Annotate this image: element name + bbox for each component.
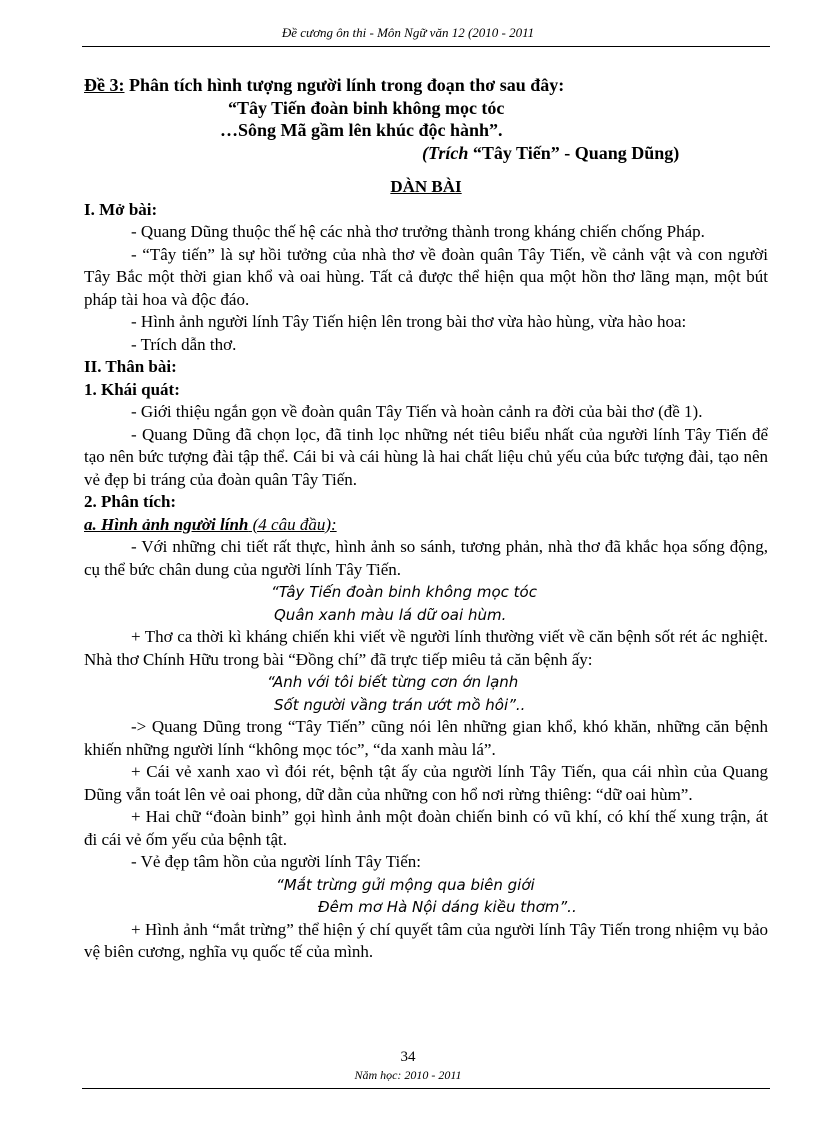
exam-quote-line-1: “Tây Tiến đoàn binh không mọc tóc xyxy=(228,97,505,118)
overview-paragraph-1: - Giới thiệu ngắn gọn về đoàn quân Tây Tiến và hoàn cảnh ra đời của bài thơ (đề 1). xyxy=(131,402,703,421)
exam-source xyxy=(84,142,768,165)
source-title: “Tây Tiến” xyxy=(472,142,560,163)
document-body xyxy=(84,74,768,964)
intro-heading: I. Mở bài: xyxy=(84,199,158,219)
analysis-paragraph-6: - Vẻ đẹp tâm hồn của người lính Tây Tiến: xyxy=(131,852,422,871)
poem-1-line-1: “Tây Tiến đoàn binh không mọc tóc xyxy=(271,583,537,601)
overview-heading: 1. Khái quát: xyxy=(84,379,180,399)
exam-quote-line-2: …Sông Mã gầm lên khúc độc hành”. xyxy=(220,120,503,140)
analysis-paragraph-3: -> Quang Dũng trong “Tây Tiến” cũng nói lên những gian khổ, khó khăn, những căn bệnh khiến những người lính “không mọc tóc”, “da xanh màu lá”. xyxy=(84,717,768,759)
subsection-a-heading xyxy=(84,514,768,537)
intro-paragraph-2: - “Tây tiến” là sự hồi tưởng của nhà thơ về đoàn quân Tây Tiến, về cảnh vật và con người Tây Bắc một thời gian khổ và oai hùng. Tất cả được thể hiện qua một hồn thơ lãng mạn, một bút pháp tài hoa và độc đáo. xyxy=(84,244,768,309)
exam-title-text: Phân tích hình tượng người lính trong đoạn thơ sau đây: xyxy=(124,75,565,95)
subsection-a-title: a. Hình ảnh người lính xyxy=(84,514,249,534)
subsection-a-note: (4 câu đầu): xyxy=(248,514,337,534)
intro-paragraph-1: - Quang Dũng thuộc thế hệ các nhà thơ trưởng thành trong kháng chiến chống Pháp. xyxy=(131,222,705,241)
analysis-paragraph-2: + Thơ ca thời kì kháng chiến khi viết về người lính thường viết về căn bệnh sốt rét ác nghiệt. Nhà thơ Chính Hữu trong bài “Đồng chí” đã trực tiếp miêu tả căn bệnh ấy: xyxy=(84,627,768,669)
page-number: 34 xyxy=(400,1049,416,1065)
source-trich: Trích xyxy=(428,142,473,163)
exam-title-prefix: Đề 3: xyxy=(84,75,125,95)
running-header: Đề cương ôn thi - Môn Ngữ văn 12 (2010 - 2011 xyxy=(281,25,535,40)
intro-paragraph-4: - Trích dẫn thơ. xyxy=(131,334,237,354)
poem-2-line-1: “Anh với tôi biết từng cơn ớn lạnh xyxy=(267,673,519,691)
poem-3-line-2: Đêm mơ Hà Nội dáng kiều thơm”.. xyxy=(318,898,577,916)
footer-divider xyxy=(82,1088,770,1089)
poem-2-line-2: Sốt người vầng trán ướt mồ hôi”.. xyxy=(274,695,526,714)
header-divider xyxy=(82,46,770,47)
analysis-paragraph-1: - Với những chi tiết rất thực, hình ảnh so sánh, tương phản, nhà thơ đã khắc họa sống động, cụ thể bức chân dung của người lính Tây Tiến. xyxy=(84,537,768,579)
outline-heading: DÀN BÀI xyxy=(390,177,462,196)
source-author: - Quang Dũng) xyxy=(559,142,680,163)
exam-title xyxy=(84,74,768,97)
poem-3-line-1: “Mắt trừng gửi mộng qua biên giới xyxy=(276,875,535,894)
analysis-paragraph-7: + Hình ảnh “mắt trừng” thể hiện ý chí quyết tâm của người lính Tây Tiến trong nhiệm vụ bảo vệ biên cương, nghĩa vụ quốc tế của mình. xyxy=(84,919,768,961)
body-heading: II. Thân bài: xyxy=(84,357,177,376)
overview-paragraph-2: - Quang Dũng đã chọn lọc, đã tinh lọc những nét tiêu biểu nhất của người lính Tây Tiến để tạo nên bức tượng đài tập thể. Cái bi và cái hùng là hai chất liệu chủ yếu của bức tượng đài, tạo nên vẻ đẹp bi tráng của đoàn quân Tây Tiến. xyxy=(84,424,768,489)
poem-1-line-2: Quân xanh màu lá dữ oai hùm. xyxy=(274,605,507,624)
analysis-heading: 2. Phân tích: xyxy=(84,492,177,511)
source-open: ( xyxy=(422,142,428,163)
analysis-paragraph-5: + Hai chữ “đoàn binh” gọi hình ảnh một đoàn chiến binh có vũ khí, có khí thế xung trận, át đi cái vẻ ốm yếu của bệnh tật. xyxy=(84,807,768,849)
footer-school-year: Năm học: 2010 - 2011 xyxy=(354,1068,462,1082)
analysis-paragraph-4: + Cái vẻ xanh xao vì đói rét, bệnh tật ấy của người lính Tây Tiến, qua cái nhìn của Quang Dũng vẫn toát lên vẻ oai phong, dữ dằn của những con hổ nơi rừng thiêng: “dữ oai hùm”. xyxy=(84,762,768,804)
intro-paragraph-3: - Hình ảnh người lính Tây Tiến hiện lên trong bài thơ vừa hào hùng, vừa hào hoa: xyxy=(131,312,687,331)
